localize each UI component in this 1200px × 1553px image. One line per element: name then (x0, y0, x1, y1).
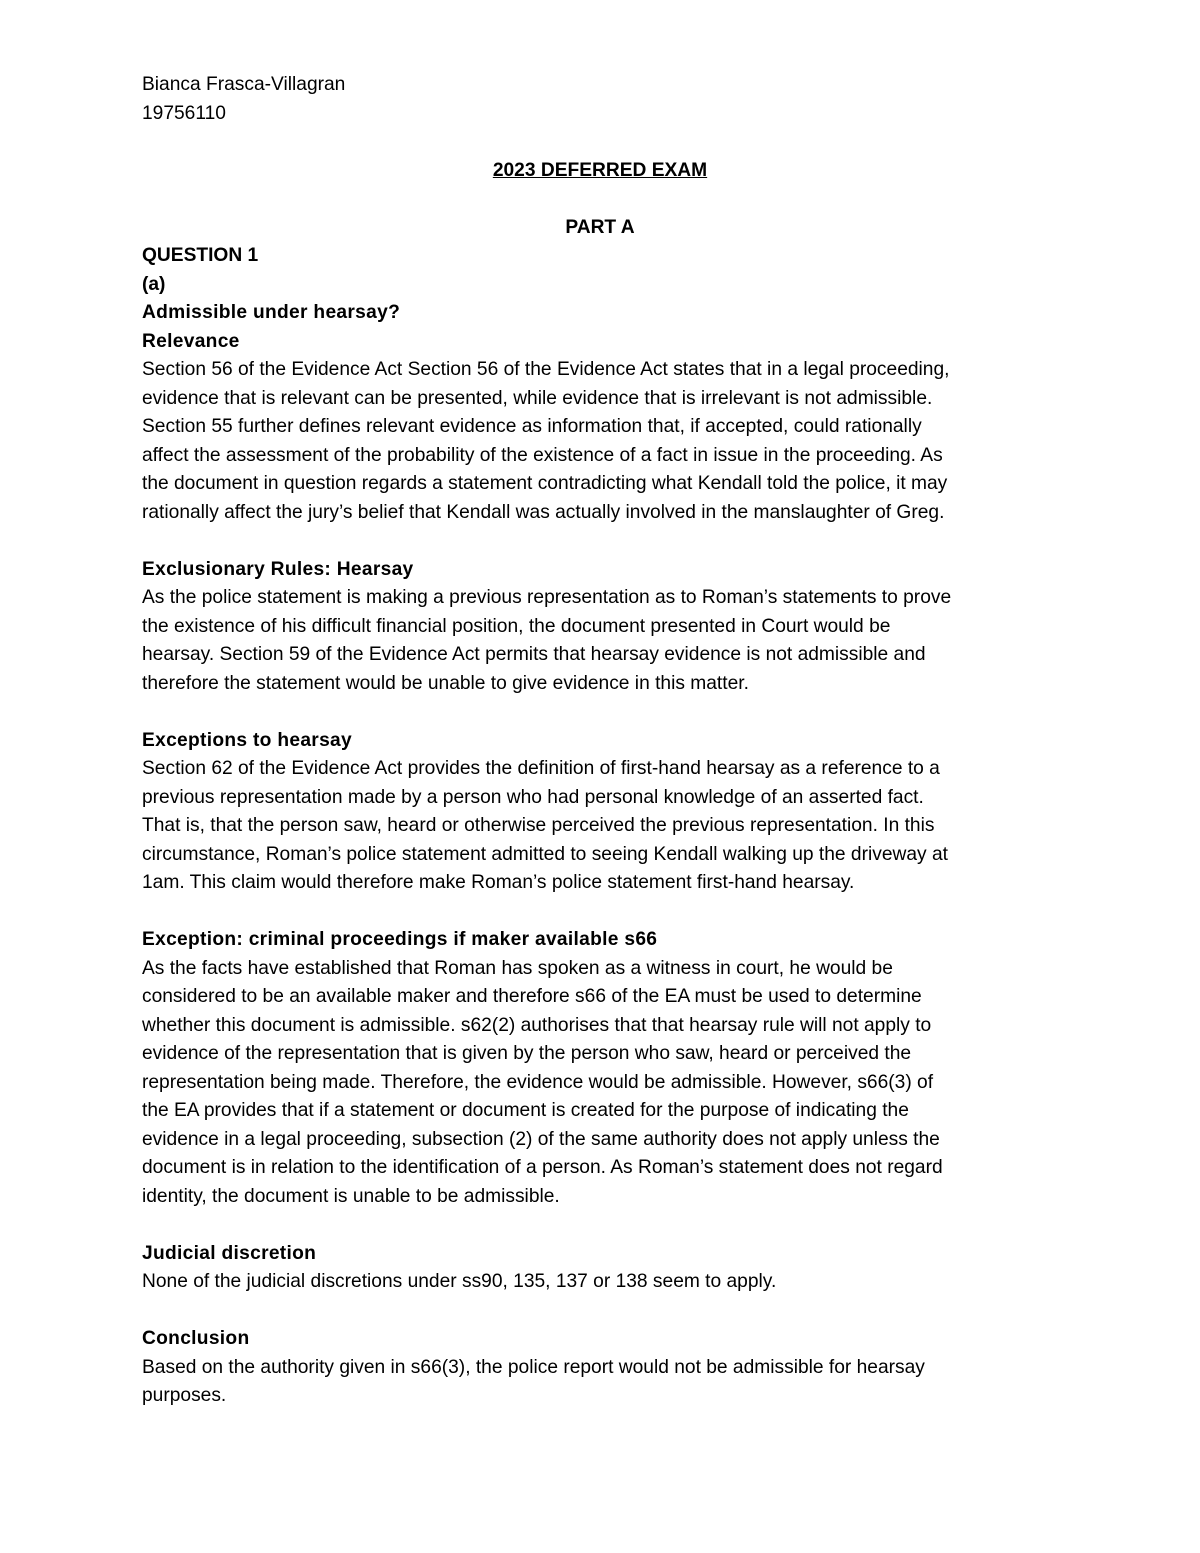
paragraph-line: document is in relation to the identification of a person. As Roman’s statement does not regard (142, 1157, 943, 1178)
student-id: 19756110 (142, 102, 226, 124)
paragraph-line: purposes. (142, 1385, 227, 1406)
paragraph-line: evidence of the representation that is given by the person who saw, heard or perceived the (142, 1043, 912, 1064)
paragraph-line: considered to be an available maker and therefore s66 of the EA must be used to determine (142, 986, 922, 1007)
section-conclusion (142, 1325, 1062, 1411)
document-page (142, 71, 1062, 1411)
spacer (142, 185, 1062, 214)
paragraph-line: As the facts have established that Roman has spoken as a witness in court, he would be (142, 957, 893, 979)
paragraph-line: identity, the document is unable to be admissible. (142, 1185, 560, 1207)
section-relevance (142, 328, 1062, 528)
paragraph-line: whether this document is admissible. s62(2) authorises that that hearsay rule will not apply to (142, 1014, 932, 1036)
section-heading: Exclusionary Rules: Hearsay (142, 558, 414, 580)
paragraph-line: previous representation made by a person who had personal knowledge of an asserted fact. (142, 786, 924, 808)
section-heading: Conclusion (142, 1328, 250, 1349)
section-criminal-proceedings (142, 926, 1062, 1211)
question-label: QUESTION 1 (142, 245, 259, 266)
paragraph-line: evidence that is relevant can be presented, while evidence that is irrelevant is not admissible. (142, 387, 933, 409)
paragraph-line: Based on the authority given in s66(3), the police report would not be admissible for hearsay (142, 1356, 925, 1378)
exam-title: 2023 DEFERRED EXAM (492, 159, 708, 181)
paragraph-line: the EA provides that if a statement or document is created for the purpose of indicating the (142, 1100, 909, 1121)
paragraph-line: Section 62 of the Evidence Act provides the definition of first-hand hearsay as a reference to a (142, 758, 940, 779)
paragraph-line: the existence of his difficult financial position, the document presented in Court would be (142, 615, 891, 637)
section-heading: Relevance (142, 330, 240, 352)
question-sub-label: (a) (142, 273, 166, 295)
spacer (142, 128, 1062, 157)
paragraph-line: Section 55 further defines relevant evidence as information that, if accepted, could rationally (142, 416, 922, 437)
paragraph-line: Section 56 of the Evidence Act Section 56 of the Evidence Act states that in a legal proceeding, (142, 359, 950, 380)
section-heading: Exception: criminal proceedings if maker available s66 (142, 929, 658, 950)
paragraph-line: None of the judicial discretions under ss90, 135, 137 or 138 seem to apply. (142, 1271, 777, 1292)
section-heading: Exceptions to hearsay (142, 729, 352, 751)
section-exceptions (142, 727, 1062, 898)
paragraph-line: affect the assessment of the probability of the existence of a fact in issue in the proceeding. As (142, 444, 943, 466)
paragraph-line: That is, that the person saw, heard or otherwise perceived the previous representation. In this (142, 815, 935, 836)
section-judicial-discretion (142, 1240, 1062, 1297)
paragraph-line: evidence in a legal proceeding, subsection (2) of the same authority does not apply unless the (142, 1128, 940, 1150)
section-exclusionary-rules (142, 556, 1062, 699)
author-name: Bianca Frasca-Villagran (142, 74, 346, 95)
paragraph-line: therefore the statement would be unable to give evidence in this matter. (142, 672, 749, 694)
paragraph-line: representation being made. Therefore, the evidence would be admissible. However, s66(3) of (142, 1071, 934, 1093)
question-heading: Admissible under hearsay? (142, 302, 401, 323)
paragraph-line: circumstance, Roman’s police statement admitted to seeing Kendall walking up the driveway at (142, 843, 948, 865)
paragraph-line: 1am. This claim would therefore make Roman’s police statement first-hand hearsay. (142, 872, 855, 893)
paragraph-line: the document in question regards a statement contradicting what Kendall told the police, it may (142, 473, 948, 494)
paragraph-line: rationally affect the jury’s belief that Kendall was actually involved in the manslaughter of Greg. (142, 501, 945, 523)
section-heading: Judicial discretion (142, 1242, 317, 1264)
paragraph-line: hearsay. Section 59 of the Evidence Act permits that hearsay evidence is not admissible and (142, 644, 926, 665)
part-heading: PART A (565, 216, 635, 238)
paragraph-line: As the police statement is making a previous representation as to Roman’s statements to prove (142, 587, 952, 608)
